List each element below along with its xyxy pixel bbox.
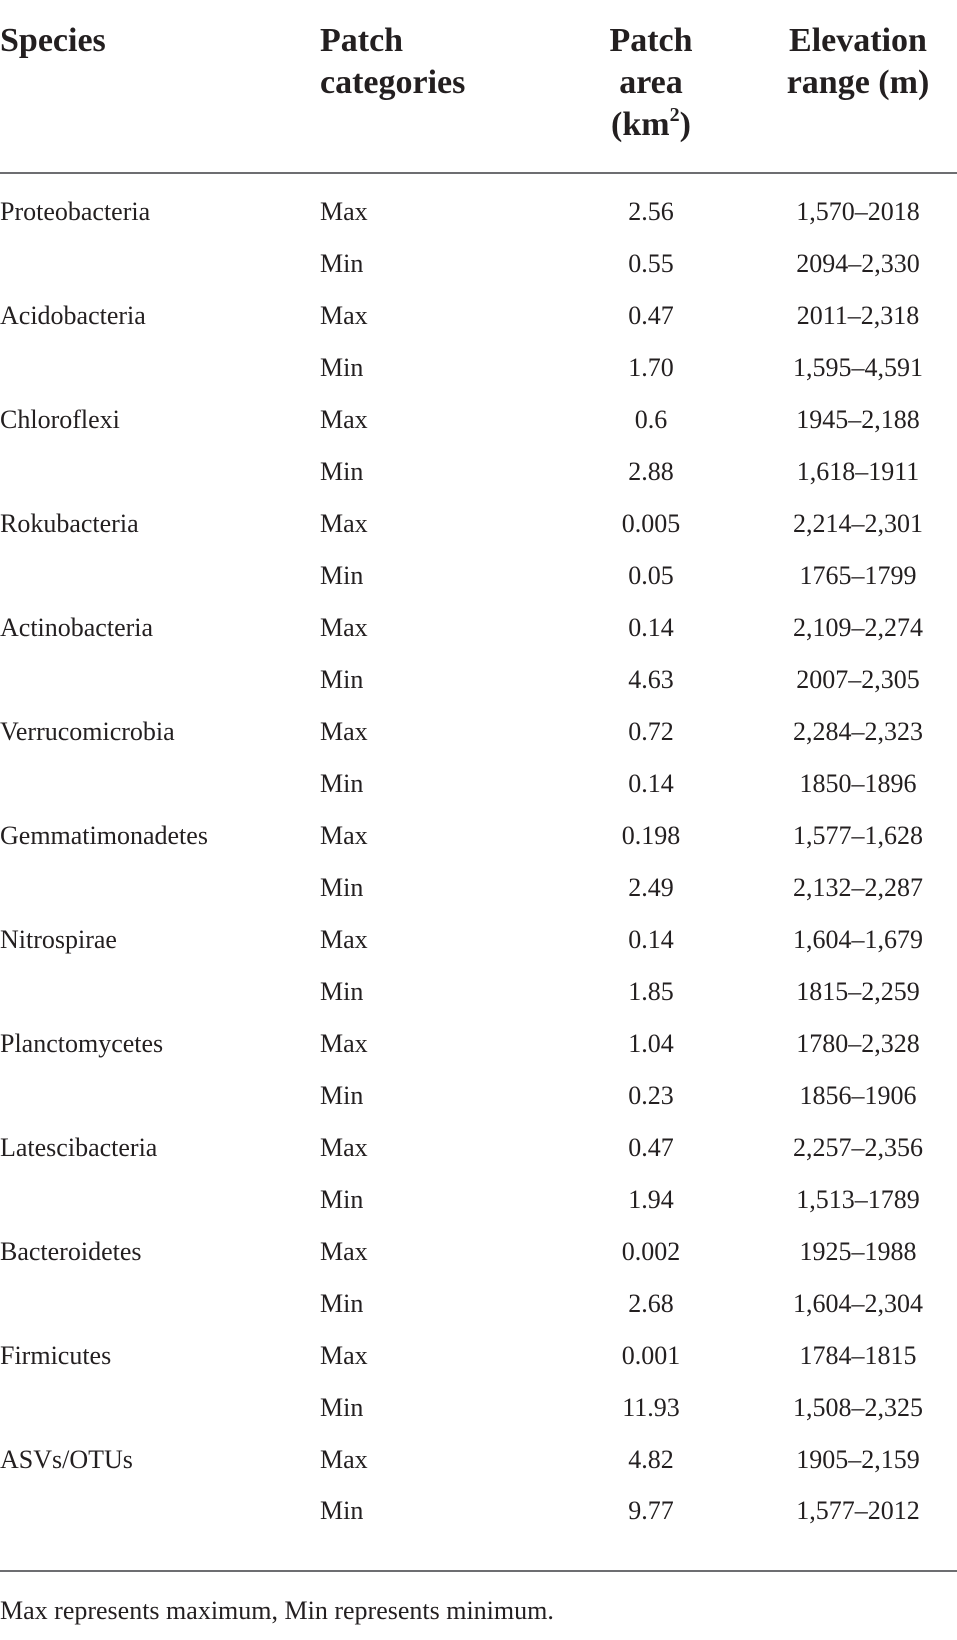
table-row — [0, 1070, 957, 1122]
elevation-range-cell: 2094–2,330 — [796, 249, 920, 278]
species-cell: Planctomycetes — [0, 1029, 164, 1058]
elevation-range-cell: 2007–2,305 — [796, 665, 920, 694]
patch-area-cell: 2.68 — [628, 1289, 674, 1318]
patch-category-cell: Max — [320, 1029, 368, 1058]
patch-area-cell: 9.77 — [543, 1486, 759, 1571]
patch-area-cell: 1.70 — [628, 353, 674, 382]
species-cell — [0, 758, 320, 810]
header-species-label: Species — [0, 22, 106, 59]
patch-category-cell: Min — [320, 665, 364, 694]
elevation-range-cell: 1945–2,188 — [796, 405, 920, 434]
table-row — [0, 1226, 957, 1278]
header-species — [0, 0, 320, 173]
species-cell — [0, 1278, 320, 1330]
table-body — [0, 173, 957, 1571]
elevation-range-cell: 1905–2,159 — [796, 1445, 920, 1474]
table-row — [0, 1018, 957, 1070]
patch-area-cell: 11.93 — [622, 1393, 680, 1422]
patch-area-cell: 0.002 — [621, 1237, 681, 1266]
patch-category-cell: Max — [320, 405, 368, 434]
header-elevation-line1: Elevation — [789, 22, 927, 59]
table-row — [0, 1434, 957, 1486]
patch-category-cell: Max — [320, 1341, 368, 1370]
patch-category-cell: Min — [320, 1289, 364, 1318]
patch-area-cell: 0.47 — [628, 1133, 674, 1162]
table-row — [0, 914, 957, 966]
patch-category-cell: Min — [320, 769, 364, 798]
elevation-range-cell: 1,618–1911 — [796, 457, 920, 486]
patch-area-cell: 2.56 — [628, 197, 674, 226]
patch-area-cell: 0.001 — [621, 1341, 681, 1370]
species-cell — [0, 342, 320, 394]
patch-category-cell: Min — [320, 1486, 543, 1571]
elevation-range-cell: 1850–1896 — [799, 769, 917, 798]
elevation-range-cell: 1,604–2,304 — [793, 1289, 923, 1318]
table-row — [0, 862, 957, 914]
species-cell: Acidobacteria — [0, 301, 146, 330]
table-row — [0, 1122, 957, 1174]
table-row — [0, 706, 957, 758]
patch-area-cell: 2.49 — [628, 873, 674, 902]
patch-category-cell: Max — [320, 509, 368, 538]
patch-category-cell: Min — [320, 873, 364, 902]
species-cell — [0, 1070, 320, 1122]
species-cell — [0, 550, 320, 602]
species-cell: Rokubacteria — [0, 509, 139, 538]
table-row — [0, 602, 957, 654]
species-cell: Actinobacteria — [0, 613, 154, 642]
patch-area-cell: 0.72 — [628, 717, 674, 746]
elevation-range-cell: 1925–1988 — [799, 1237, 917, 1266]
species-cell: Latescibacteria — [0, 1133, 158, 1162]
species-cell — [0, 238, 320, 290]
elevation-range-cell: 2,214–2,301 — [793, 509, 923, 538]
patch-area-cell: 1.04 — [628, 1029, 674, 1058]
header-area-close: ) — [679, 106, 691, 143]
table-row — [0, 342, 957, 394]
header-patch-categories — [320, 0, 543, 173]
patch-category-cell: Max — [320, 717, 368, 746]
patch-category-cell: Max — [320, 1237, 368, 1266]
elevation-range-cell: 1,577–1,628 — [793, 821, 923, 850]
elevation-range-cell: 1,595–4,591 — [793, 353, 923, 382]
header-elevation-line2: range (m) — [786, 64, 930, 101]
header-area-line2: area — [619, 64, 683, 101]
patch-category-cell: Max — [320, 1133, 368, 1162]
patch-area-cell: 0.6 — [634, 405, 668, 434]
patch-category-cell: Max — [320, 1445, 368, 1474]
patch-category-cell: Min — [320, 977, 364, 1006]
table-row — [0, 173, 957, 238]
species-cell: Gemmatimonadetes — [0, 821, 208, 850]
header-patch-area — [543, 0, 759, 173]
patch-area-cell: 2.88 — [628, 457, 674, 486]
table-row — [0, 1382, 957, 1434]
patch-category-cell: Max — [320, 197, 368, 226]
table-row — [0, 1330, 957, 1382]
species-cell — [0, 1382, 320, 1434]
header-elevation-range — [759, 0, 957, 173]
header-categories-line1: Patch — [320, 22, 404, 59]
header-area-line3: (km — [611, 106, 670, 143]
table-row — [0, 654, 957, 706]
elevation-range-cell: 2,132–2,287 — [793, 873, 923, 902]
elevation-range-cell: 1780–2,328 — [796, 1029, 920, 1058]
elevation-range-cell: 1856–1906 — [799, 1081, 917, 1110]
elevation-range-cell: 1784–1815 — [799, 1341, 917, 1370]
patch-category-cell: Min — [320, 1081, 364, 1110]
species-cell: Verrucomicrobia — [0, 717, 175, 746]
patch-area-cell: 4.82 — [628, 1445, 674, 1474]
species-cell: ASVs/OTUs — [0, 1445, 133, 1474]
elevation-range-cell: 1,513–1789 — [796, 1185, 920, 1214]
elevation-range-cell: 2,257–2,356 — [793, 1133, 923, 1162]
species-cell: Nitrospirae — [0, 925, 117, 954]
table-row — [0, 498, 957, 550]
table-row — [0, 1174, 957, 1226]
table-row — [0, 394, 957, 446]
species-cell — [0, 1174, 320, 1226]
patch-category-cell: Max — [320, 821, 368, 850]
patch-area-cell: 0.55 — [628, 249, 674, 278]
patch-area-cell: 0.005 — [621, 509, 681, 538]
patch-category-cell: Min — [320, 353, 364, 382]
table-row — [0, 966, 957, 1018]
table-footnote: Max represents maximum, Min represents minimum. — [0, 1596, 554, 1625]
species-cell: Firmicutes — [0, 1341, 112, 1370]
elevation-range-cell: 1765–1799 — [799, 561, 917, 590]
patch-area-cell: 0.14 — [628, 925, 674, 954]
patch-area-cell: 1.94 — [628, 1185, 674, 1214]
species-cell — [0, 446, 320, 498]
patch-category-cell: Min — [320, 1393, 364, 1422]
patch-area-cell: 0.47 — [628, 301, 674, 330]
table-row — [0, 238, 957, 290]
patch-area-cell: 0.23 — [628, 1081, 674, 1110]
patch-area-cell: 1.85 — [628, 977, 674, 1006]
species-cell — [0, 966, 320, 1018]
patch-area-cell: 0.14 — [628, 613, 674, 642]
patch-category-cell: Max — [320, 925, 368, 954]
patch-category-cell: Min — [320, 561, 364, 590]
header-categories-line2: categories — [320, 64, 466, 101]
patch-category-cell: Max — [320, 613, 368, 642]
patch-area-cell: 4.63 — [628, 665, 674, 694]
species-cell: Chloroflexi — [0, 405, 120, 434]
patch-category-cell: Min — [320, 457, 364, 486]
species-cell: Bacteroidetes — [0, 1237, 142, 1266]
table-row — [0, 446, 957, 498]
species-cell: Proteobacteria — [0, 197, 151, 226]
table-row — [0, 1486, 957, 1571]
header-area-superscript: 2 — [669, 103, 680, 126]
header-row — [0, 0, 957, 173]
table-row — [0, 290, 957, 342]
patch-category-cell: Max — [320, 301, 368, 330]
elevation-range-cell: 1,570–2018 — [796, 197, 920, 226]
header-area-line1: Patch — [609, 22, 693, 59]
elevation-range-cell: 2011–2,318 — [796, 301, 920, 330]
table-row — [0, 550, 957, 602]
patch-category-cell: Min — [320, 1185, 364, 1214]
elevation-range-cell: 1,508–2,325 — [793, 1393, 923, 1422]
table-header — [0, 0, 957, 173]
species-cell — [0, 1486, 320, 1571]
table-row — [0, 1278, 957, 1330]
elevation-range-cell: 1815–2,259 — [796, 977, 920, 1006]
elevation-range-cell: 2,284–2,323 — [793, 717, 923, 746]
patch-area-cell: 0.14 — [628, 769, 674, 798]
patch-area-cell: 0.05 — [628, 561, 674, 590]
elevation-range-cell: 1,577–2012 — [759, 1486, 957, 1571]
elevation-range-cell: 1,604–1,679 — [793, 925, 923, 954]
species-cell — [0, 862, 320, 914]
species-cell — [0, 654, 320, 706]
table-row — [0, 810, 957, 862]
patch-category-cell: Min — [320, 249, 364, 278]
patch-area-cell: 0.198 — [621, 821, 681, 850]
table-row — [0, 758, 957, 810]
elevation-range-cell: 2,109–2,274 — [793, 613, 923, 642]
